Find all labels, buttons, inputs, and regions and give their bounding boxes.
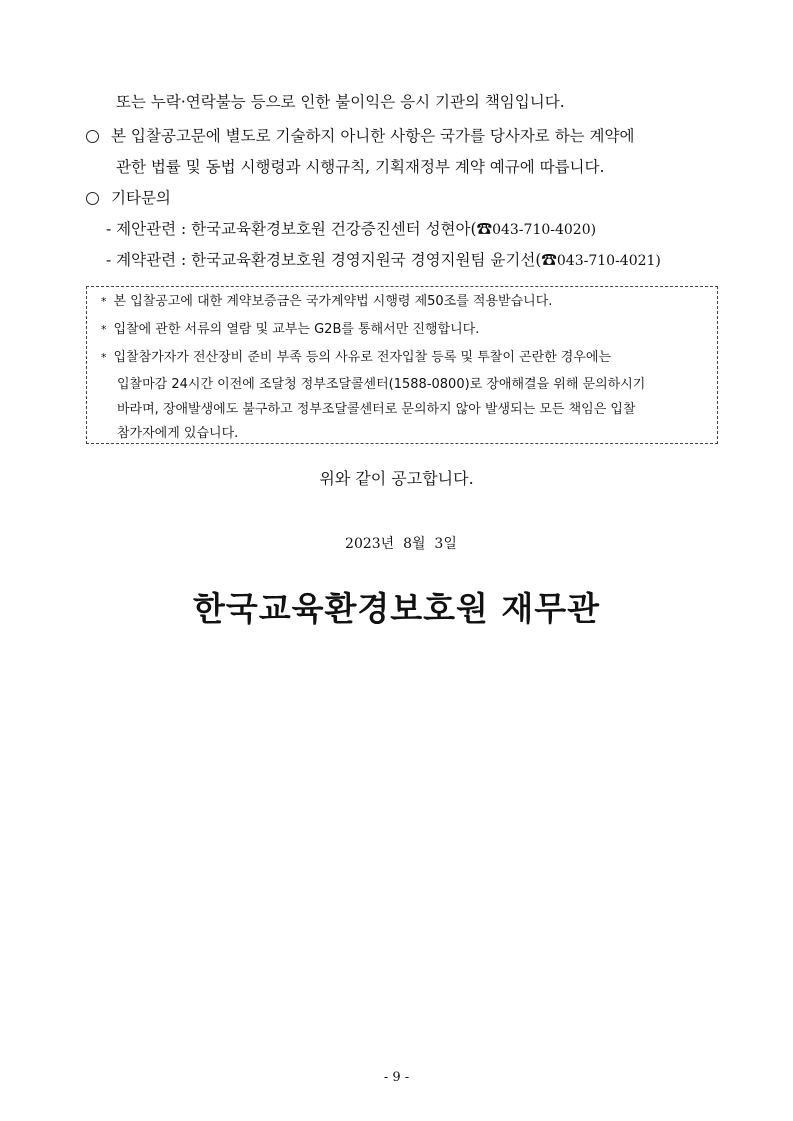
contact-item: - 계약관련 : 한국교육환경보호원 경영지원국 경영지원팀 윤기선(☎043-710-4021) — [106, 251, 661, 269]
note-line: 참가자에게 있습니다. — [117, 426, 239, 441]
phone-number: 043-710-4020) — [492, 222, 597, 238]
circle-bullet-icon — [86, 130, 99, 143]
asterisk-icon: * — [101, 295, 107, 308]
notice-box — [86, 286, 718, 444]
announcement-date: 2023년 8월 3일 — [345, 536, 457, 552]
asterisk-icon: * — [101, 323, 107, 336]
paragraph-line: 본 입찰공고문에 별도로 기술하지 아니한 사항은 국가를 당사자로 하는 계약에 — [86, 126, 634, 146]
note-item: * 본 입찰공고에 대한 계약보증금은 국가계약법 시행령 제50조를 적용받습니다. — [101, 294, 553, 309]
phone-number: 043-710-4021) — [556, 253, 661, 269]
phone-icon: ☎ — [476, 220, 493, 238]
section-title: 기타문의 — [86, 188, 171, 208]
circle-bullet-icon — [86, 192, 99, 205]
note-item: * 입찰에 관한 서류의 열람 및 교부는 G2B를 통해서만 진행합니다. — [101, 322, 480, 337]
closing-statement: 위와 같이 공고합니다. — [319, 469, 474, 488]
phone-icon: ☎ — [541, 251, 557, 269]
asterisk-icon: * — [101, 351, 107, 364]
paragraph-line: 또는 누락·연락불능 등으로 인한 불이익은 응시 기관의 책임입니다. — [116, 93, 565, 111]
note-line: 입찰마감 24시간 이전에 조달청 정부조달콜센터(1588-0800)로 장애해결을 위해 문의하시기 — [117, 377, 646, 392]
signature-title: 한국교육환경보호원 재무관 — [192, 589, 601, 628]
note-line: 바라며, 장애발생에도 불구하고 정부조달콜센터로 문의하지 않아 발생되는 모든 책임은 입찰 — [117, 402, 636, 417]
contact-item: - 제안관련 : 한국교육환경보호원 건강증진센터 성현아(☎043-710-4020) — [106, 220, 597, 238]
note-item: * 입찰참가자가 전산장비 준비 부족 등의 사유로 전자입찰 등록 및 투찰이 곤란한 경우에는 — [101, 350, 612, 365]
paragraph-line: 관한 법률 및 동법 시행령과 시행규칙, 기획재정부 계약 예규에 따릅니다. — [116, 158, 605, 176]
page-number: - 9 - — [383, 1070, 410, 1085]
